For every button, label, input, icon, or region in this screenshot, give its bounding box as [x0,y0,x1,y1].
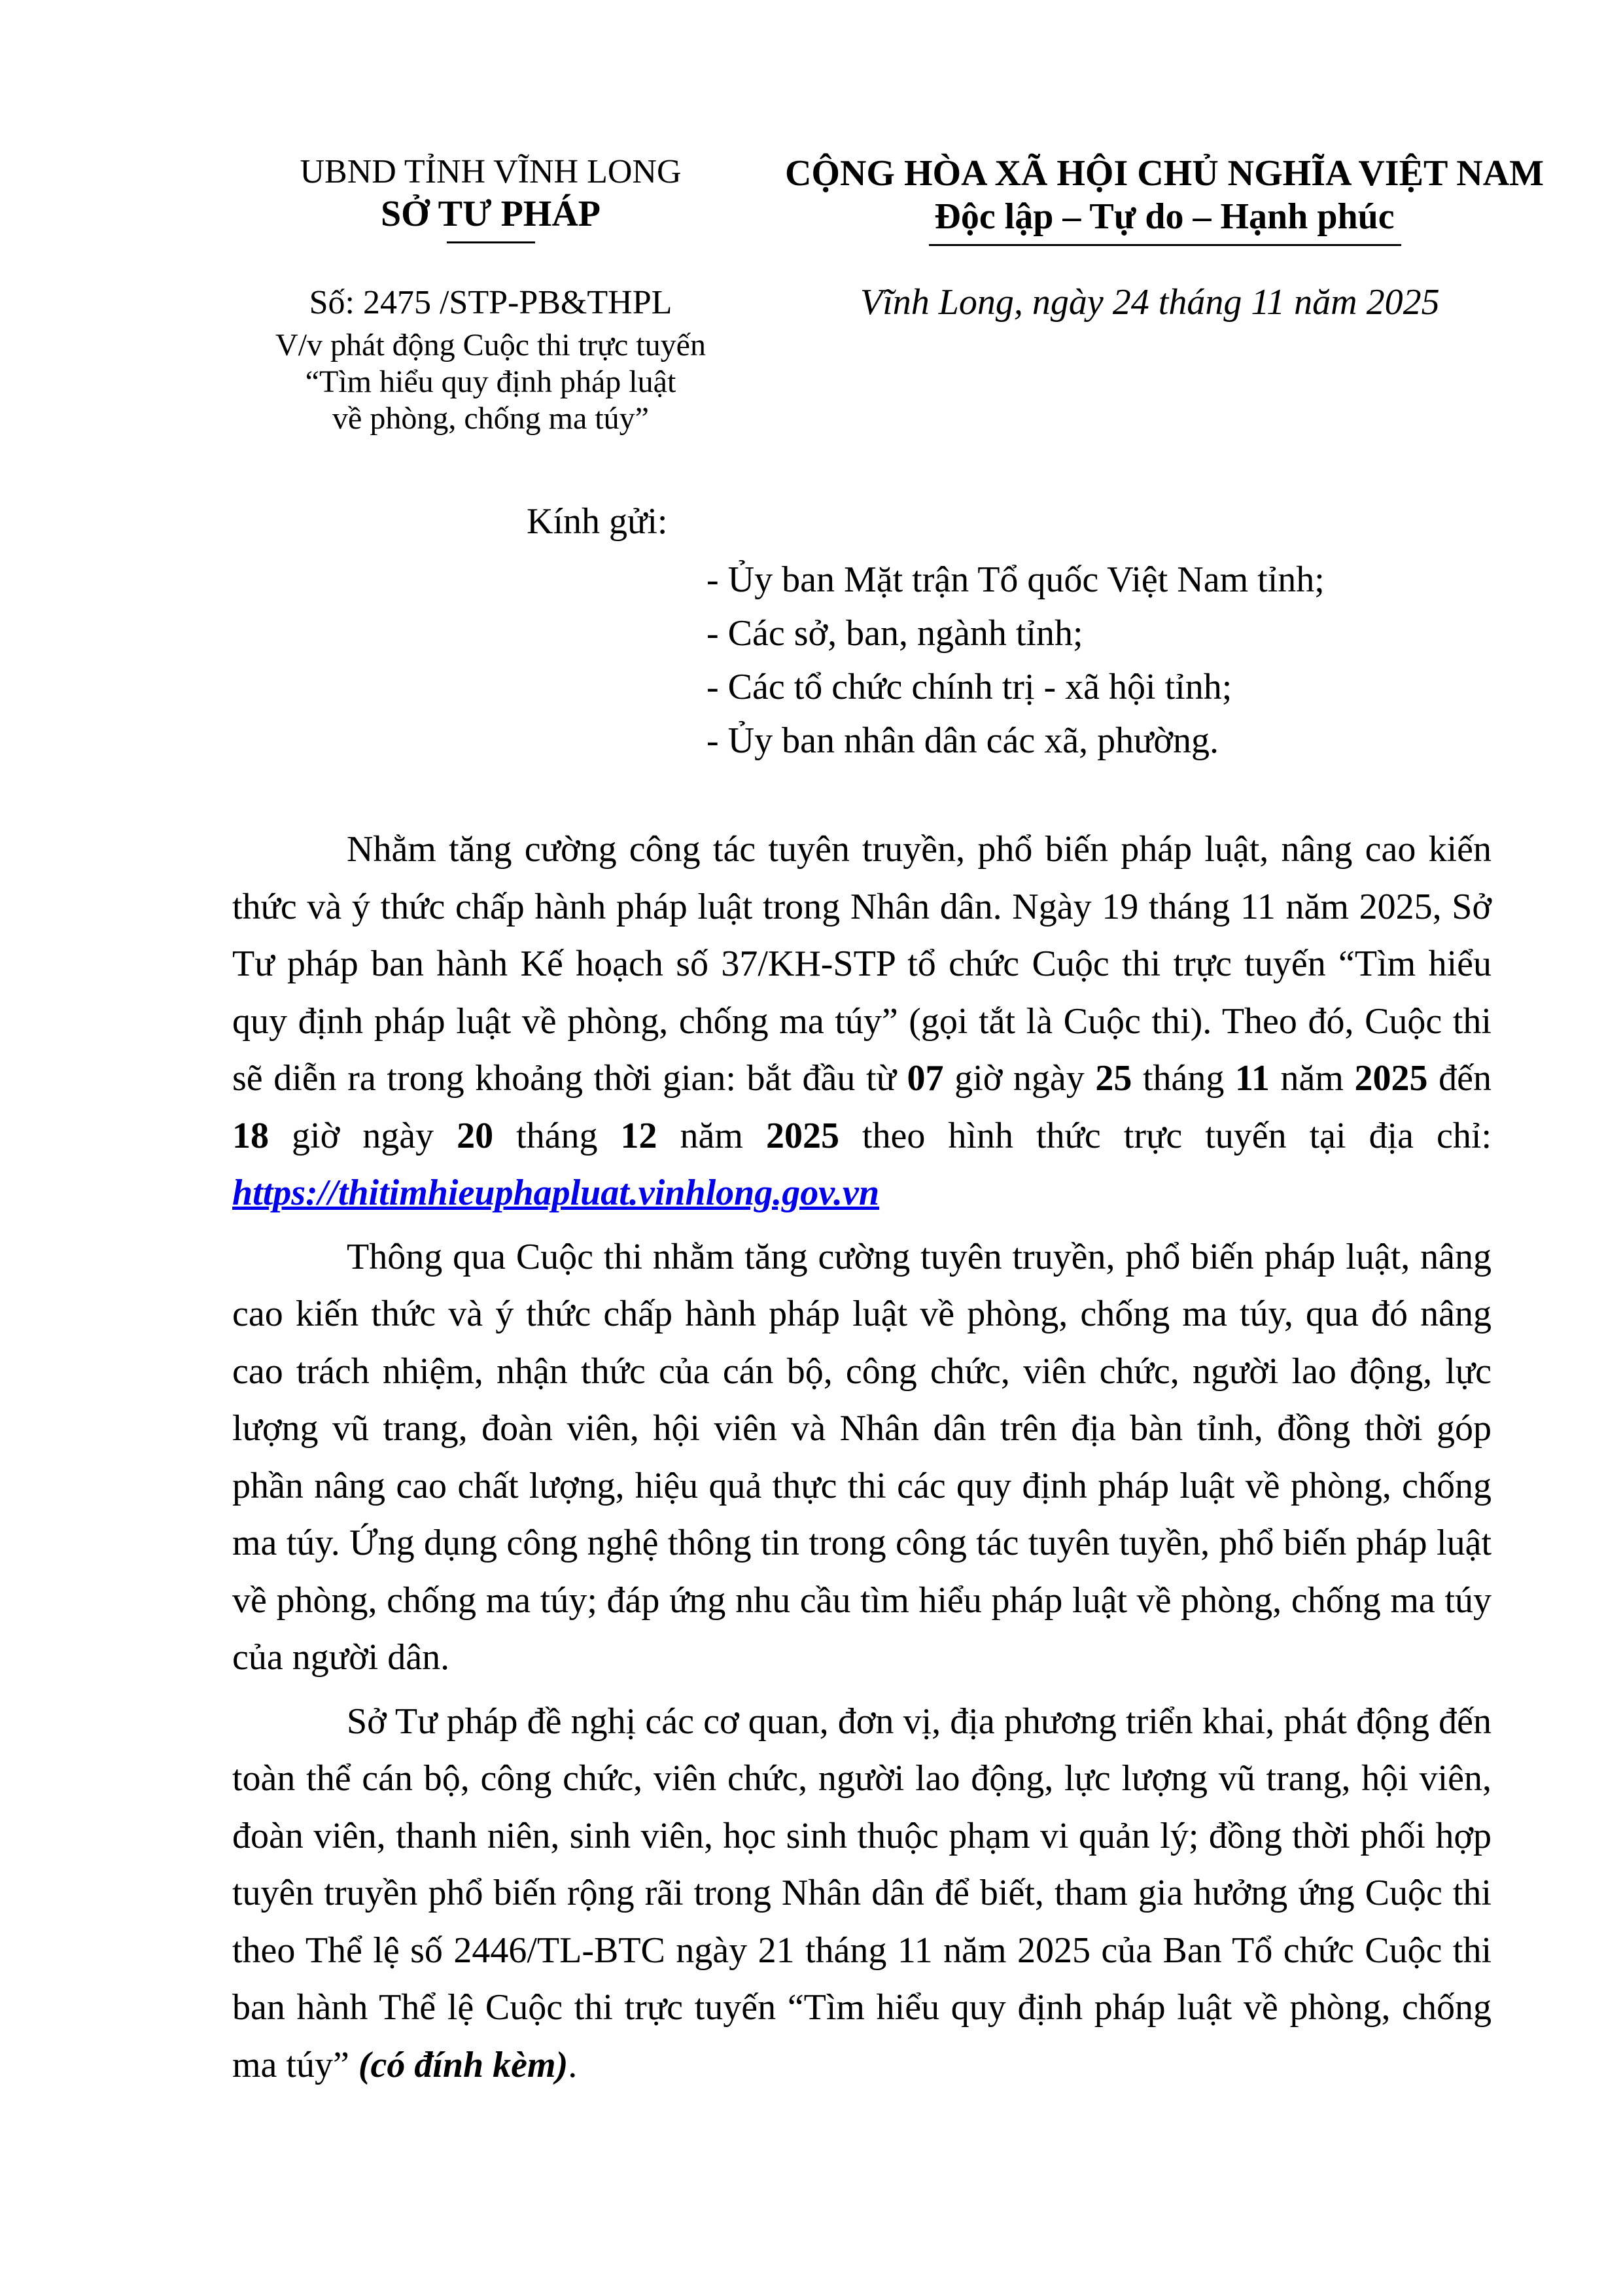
p1-t2: tháng [1132,1058,1235,1099]
paragraph-1 [232,821,1492,1222]
start-year: 2025 [1354,1058,1428,1099]
end-day: 20 [457,1115,494,1156]
p3-end: . [568,2044,578,2085]
national-title: CỘNG HÒA XÃ HỘI CHỦ NGHĨA VIỆT NAM [784,153,1544,194]
p3-text: Sở Tư pháp đề nghị các cơ quan, đơn vị, địa phương triển khai, phát động đến toàn thể cán bộ, công chức, viên chức, người lao động, lực lượng vũ trang, hội viên, đoàn viên, thanh niên, sinh viên, học sinh thuộc phạm vi quản lý; đồng thời phối hợp tuyên truyền phổ biến rộng rãi trong Nhân dân để biết, tham gia hưởng ứng Cuộc thi theo Thể lệ số 2446/TL-BTC ngày 21 tháng 11 năm 2025 của Ban Tổ chức Cuộc thi ban hành Thể lệ Cuộc thi trực tuyến “Tìm hiểu quy định pháp luật về phòng, chống ma túy” [232,1701,1492,2085]
p1-t4: đến [1427,1058,1492,1099]
attachment-note: (có đính kèm) [358,2044,568,2085]
end-year: 2025 [765,1115,839,1156]
p1-t8: theo hình thức trực tuyến tại địa chỉ: [839,1115,1492,1156]
national-motto: Độc lập – Tự do – Hạnh phúc [934,196,1395,237]
motto-underline [929,244,1401,246]
p1-t1: giờ ngày [943,1058,1096,1099]
recipient-list [707,553,1325,768]
agency-name: SỞ TƯ PHÁP [380,194,601,234]
p1-intro: Nhằm tăng cường công tác tuyên truyền, phổ biến pháp luật, nâng cao kiến thức và ý thức chấp hành pháp luật trong Nhân dân. Ngày 19 tháng 11 năm 2025, Sở Tư pháp ban hành Kế hoạch số 37/KH-STP tổ chức Cuộc thi trực tuyến “Tìm hiểu quy định pháp luật về phòng, chống ma túy” (gọi tắt là Cuộc thi). Theo đó, Cuộc thi sẽ diễn ra trong khoảng thời gian: bắt đầu từ [232,829,1492,1099]
document-body [232,821,1492,2100]
start-month: 11 [1235,1058,1270,1099]
p1-t7: năm [657,1115,766,1156]
recipients-label: Kính gửi: [527,501,668,542]
recipient-item: - Các sở, ban, ngành tỉnh; [707,613,1083,654]
p1-t5: giờ ngày [269,1115,457,1156]
start-day: 25 [1095,1058,1132,1099]
place-date: Vĩnh Long, ngày 24 tháng 11 năm 2025 [860,282,1440,323]
p1-t3: năm [1269,1058,1355,1099]
document-number: Số: 2475 /STP-PB&THPL [309,284,672,321]
start-hour: 07 [907,1058,944,1099]
agency-parent: UBND TỈNH VĨNH LONG [300,153,682,190]
paragraph-2: Thông qua Cuộc thi nhằm tăng cường tuyên truyền, phổ biến pháp luật, nâng cao kiến thức và ý thức chấp hành pháp luật về phòng, chống ma túy, qua đó nâng cao trách nhiệm, nhận thức của cán bộ, công chức, viên chức, người lao động, lực lượng vũ trang, đoàn viên, hội viên và Nhân dân trên địa bàn tỉnh, đồng thời góp phần nâng cao chất lượng, hiệu quả thực thi các quy định pháp luật về phòng, chống ma túy. Ứng dụng công nghệ thông tin trong công tác tuyên tuyền, phổ biến pháp luật về phòng, chống ma túy; đáp ứng nhu cầu tìm hiểu pháp luật về phòng, chống ma túy của người dân. [232,1236,1492,1678]
agency-underline [447,241,535,243]
end-hour: 18 [232,1115,269,1156]
subject-line-3: về phòng, chống ma túy” [332,401,649,436]
paragraph-3 [232,1693,1492,2094]
subject-line-1: V/v phát động Cuộc thi trực tuyến [275,328,706,362]
recipient-item: - Ủy ban Mặt trận Tổ quốc Việt Nam tỉnh; [707,559,1325,600]
contest-url-link[interactable]: https://thitimhieuphapluat.vinhlong.gov.vn [232,1173,880,1213]
recipient-item: - Ủy ban nhân dân các xã, phường. [707,720,1219,761]
recipient-item: - Các tổ chức chính trị - xã hội tỉnh; [707,667,1232,707]
end-month: 12 [620,1115,657,1156]
p1-t6: tháng [493,1115,621,1156]
subject-line-2: “Tìm hiểu quy định pháp luật [305,364,676,399]
